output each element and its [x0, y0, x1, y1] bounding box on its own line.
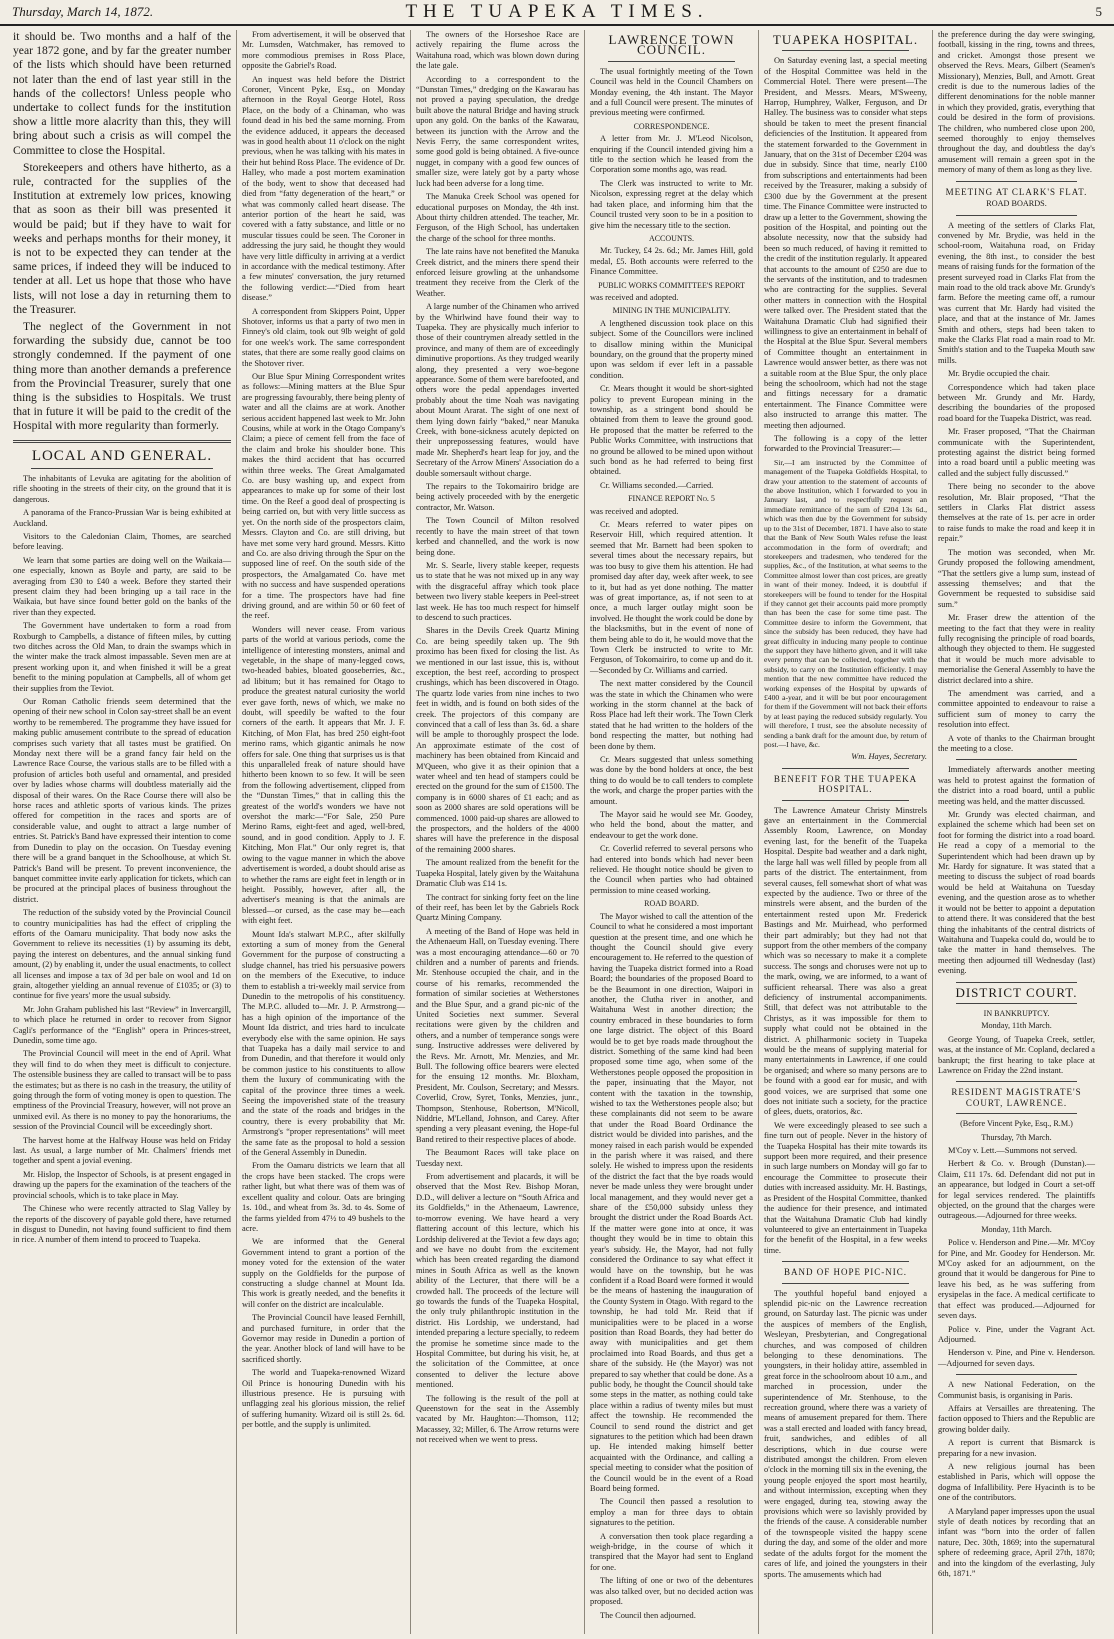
- report-paragraph: Cr. Mears suggested that unless something was done by the bond holders at once, the best thing to do would be to call tenders to complete the work, and charge the proper parties with the amount.: [590, 755, 753, 806]
- report-paragraph: Cr. Mears referred to water pipes on Reservoir Hill, which required attention. It seemed that Mr. Barnett had been spoken to several times about the necessary repairs, but was too busy to give them his attention. He had promised day after day, week after week, to see to it, but had as yet done nothing. The matter was of great importance, as, if not seen to at once, a much larger outlay might soon be involved. He thought the work could be done by the blacksmiths, but in the event of none of them being able to do it, he would move that the Town Clerk be instructed to write to Mr. Ferguson, of Tokomairiro, to come up and do it.—Seconded by Cr. Williams and carried.: [590, 520, 753, 675]
- court-paragraph: Police v. Henderson and Pine.—Mr. M'Coy for Pine, and Mr. Goodey for Henderson. Mr. M'Coy asked for an adjournment, on the ground that it would be dangerous for Pine to leave his bed, as he was suffering from erysipelas in the face. A medical certificate to that effect was produced.—Adjourned for seven days.: [938, 1238, 1095, 1321]
- columns: [8, 30, 1106, 1634]
- report-paragraph: Cr. Williams seconded.—Carried.: [600, 480, 714, 490]
- section-divider: [13, 440, 231, 443]
- local-general-items: [13, 474, 231, 1246]
- section-heading: RESIDENT MAGISTRATE'S COURT, LAWRENCE.: [951, 1087, 1082, 1108]
- report-paragraph: The lifting of one or two of the debentures was also talked over, but no decided action was proposed.: [590, 1576, 753, 1607]
- section-heading: LOCAL AND GENERAL.: [31, 447, 213, 464]
- news-item: The Provincial Council have leased Fernhill, and purchased furniture, in order that the Governor may reside in Dunedin a portion of the year. Another block of land will have to be sacrificed shortly.: [242, 1313, 405, 1364]
- report-paragraph: There being no seconder to the above resolution, Mr. Blair proposed, “That the settlers in Clarks Flat district assess themselves at the rate of 1s. per acre in order to raise funds to make the road and keep it in repair.”: [938, 482, 1095, 544]
- report-paragraph: The Clerk was instructed to write to Mr. Nicolson, expressing regret at the delay which had taken place, and informing him that the Council trusted very soon to be in a position to give him the necessary title to the section.: [590, 178, 753, 230]
- news-item: An inquest was held before the District Coroner, Vincent Pyke, Esq., on Monday afternoon in the Royal George Hotel, Ross Place, on the body of a Chinaman, who was found dead in his bed the same morning. From the evidence adduced, it appears the deceased was in good health about 11 o'clock on the night previous, when he was talking with his mates in their hut behind Ross Place. The evidence of Dr. Halley, who made a post mortem examination of the body, went to show that deceased had died from “fatty degeneration of the heart,” or what was commonly called heart disease. The anterior portion of the heart he said, was covered with a fatty substance, and little or no muscular tissues could be seen. The Coroner in addressing the jury said, he thought they would have very little difficulty in arriving at a verdict in accordance with the medical testimony. After a few minutes' conversation, the jury returned the following verdict:—“Died from heart disease.”: [242, 74, 405, 303]
- report-paragraph: The Lawrence Amateur Christy Minstrels gave an entertainment in the Commercial Assembly Room, Lawrence, on Monday evening last, for the benefit of the Tuapeka Hospital. Despite bad weather and a dark night, the large hall was well filled by people from all parts of the district. The entertainment, from several causes, fell somewhat short of what was expected by the audience. Two or three of the minstrels were absent, and the burden of the entertainment rested upon Mr. Frederick Bastings and Mr. Muirhead, who performed their part admirably; but they had not that support from the other members of the company which was so necessary to make it a complete success. The songs and choruses were not up to the mark, owing, we are informed, to a want of sufficient rehearsal. There was also a great deficiency of instrumental accompaniments. Still, that defect was not attributable to the Christys, as it was impossible for them to supply what could not be obtained in the district. A philharmonic society in Tuapeka would be the means of supplying material for many entertainments in Lawrence, if one could be organised; and where so many persons are to be found with a good ear for music, and with good voices, we are surprised that some one does not initiate such a society, for the practice of glees, duets, oratorios, &c.: [764, 805, 927, 1117]
- news-item: The reduction of the subsidy voted by the Provincial Council to country municipalities has had the effect of crippling the efforts of the Oamaru municipality. That body now asks the Government to relieve its necessities (1) by assuming its debt, paying the interest on debentures, and the annual sinking fund amount, (2) by enabling it, under the usual enactments, to collect all licenses and impose a tax of 3d per bale on wool and 1d on grain, altogether yielding an annual revenue of £1035; or (3) to continue for five years' more the usual subsidy.: [13, 908, 231, 1001]
- section-heading: LAWRENCE TOWN COUNCIL.: [608, 32, 735, 58]
- heading-rule: [956, 215, 1077, 216]
- news-item: The Town Council of Milton resolved recently to have the main street of that town kerbed and channelled, and the work is now being done.: [416, 516, 579, 557]
- report-paragraph: the preference during the day were swinging, football, kissing in the ring, towns and threes, and cricket. Amongst those present we observed the Revs. Mears, Gilbert (Seamen's Missionary), Menzies, Bull, and Arnott. Great credit is due to the numerous ladies of the different denominations for the noble manner in which they provided, gratis, everything that could be desired in the form of provisions. The children, who numbered close upon 200, seemed thoroughly to enjoy themselves throughout the day, and doubtless the day's amusement will remain a green spot in the memory of many of them as long as they live.: [938, 30, 1095, 175]
- editorial-paragraph: The neglect of the Government in not forwarding the subsidy due, cannot be too strongly condemned. If the payment of one thing more than another demands a preference from the Provincial Treasurer, surely that one thing is the subsidies to Hospitals. We trust that in future it will be paid to the credit of the Hospital with more regularity than formerly.: [13, 320, 231, 433]
- report-paragraph: Correspondence which had taken place between Mr. Grundy and Mr. Hardy, describing the boundaries of the proposed road board for the Tuapeka District, was read.: [938, 382, 1095, 423]
- news-item: We are informed that the General Government intend to grant a portion of the money voted for the extension of the water supply on the Goldfields for the purpose of constructing a sludge channel at Mount Ida. This work is greatly needed, and the benefits it will confer on the district are incalculable.: [242, 1237, 405, 1309]
- news-item: From advertisement, it will be observed that Mr. Lumsden, Watchmaker, has removed to more commodious premises in Ross Place, opposite the Gabriel's Road.: [242, 30, 405, 71]
- section-divider: [956, 1374, 1077, 1375]
- news-item: A new National Federation, on the Communist basis, is organising in Paris.: [938, 1380, 1095, 1400]
- news-item: The following is the result of the poll at Queenstown for the seat in the Assembly vacated by Mr. Haughton:—Thomson, 112; Macassey, 32; Miller, 6. The Arrow returns were not received when we went to press.: [416, 1393, 579, 1445]
- column-1: [8, 30, 236, 1634]
- news-item: A meeting of the Band of Hope was held in the Athenaeum Hall, on Tuesday evening. There was a most encouraging attendance—60 or 70 children and a number of parents and friends. Mr. Stenhouse occupied the chair, and in the course of his remarks, recommended the formation of similar societies at Wetherstones and the Blue Spur, and a grand pic-nic of the United Societies next summer. Several recitations were given by the children and others, and a number of temperance songs were sung. Instructive addresses were delivered by the Revs. Mr. Arnott, Mr. Menzies, and Mr. Bull. The following office bearers were elected for the ensuing 12 months. Mr. Bloxham, President, Mr. Coulson, Secretary; and Messrs. Coverlid, Crow, Syret, Tonks, Menzies, junr., Thompson, Stenhouse, Robertson, M'Nicoll, Niddrie, M'Lelland, Johnson, and Carey. After spending a very pleasant evening, the Hope-ful Band retired to their respective places of abode.: [416, 926, 579, 1144]
- section-divider: [956, 982, 1077, 983]
- news-item: Visitors to the Caledonian Claim, Thomes, are searched before leaving.: [13, 531, 231, 552]
- newspaper-title: THE TUAPEKA TIMES.: [405, 1, 709, 22]
- news-item: Mount Ida's stalwart M.P.C., after skilfully extorting a sum of money from the General Government for the purpose of constructing a sludge channel, has tried his persuasive powers on the members of the Executive, to induce them to establish a tri-weekly mail service from Dunedin to the metropolis of his constituency. The M.P.C. alluded to—Mr. J. P. Armstrong—has a high opinion of the importance of the Mount Ida district, and tries hard to inculcate everybody else with the same opinion. He says that Tuapeka has a daily mail service to and from Dunedin, and that therefore it would only be common justice to his constituents to allow them the luxury of communicating with the capital of the province three times a week. Seeing the impoverished state of the treasury and the state of the roads and bridges in the country, there is every probability that Mr. Armstrong's “proper representations” will meet the same fate as the proposal to hold a session of the General Assembly in Dunedin.: [242, 929, 405, 1158]
- report-paragraph: The usual fortnightly meeting of the Town Council was held in the Council Chambers on Monday evening, the 4th instant. The Mayor and a full Council were present. The minutes of previous meeting were confirmed.: [590, 66, 753, 118]
- news-item: From the Oamaru districts we learn that all the crops have been stacked. The crops were rather light, but what there was of them was of excellent quality and colour. Oats are bringing 1s. 10d., and wheat from 3s. 3d. to 4s. Some of the farms yielded from 47½ to 49 bushels to the acre.: [242, 1161, 405, 1233]
- report-paragraph: The following is a copy of the letter forwarded to the Provincial Treasurer:—: [764, 434, 927, 454]
- court-date: Thursday, 7th March.: [981, 1132, 1052, 1142]
- news-item: The repairs to the Tokomairiro bridge are being actively proceeded with by the energetic contractor, Mr. Watson.: [416, 482, 579, 512]
- court-paragraph: Henderson v. Pine, and Pine v. Henderson.—Adjourned for seven days.: [938, 1348, 1095, 1368]
- news-item: A correspondent from Skippers Point, Upper Shotover, informs us that a party of two men in Finney's old claim, took out 9lb weight of gold for one week's work. The same correspondent states, that there are some really good claims on the Shotover river.: [242, 306, 405, 368]
- report-paragraph: A meeting of the settlers of Clarks Flat, convened by Mr. Brydie, was held in the school-room, Waitahuna road, on Friday evening, the 8th inst., to consider the best means of raising funds for the formation of the present surveyed road in Clarks Flat from the main road to the old track above Mr. Grundy's farm. Before the meeting came off, a rumour was current that Mr. Hardy had visited the place, and that at the instance of Mr. James Smith and others, steps had been taken to make the Clarks Flat road a main road to Mr. Smith's station and to the Tuapeka Mouth saw mills.: [938, 220, 1095, 365]
- court-paragraph: Herbert & Co. v. Brough (Dunstan).—Claim, £11 17s. 6d. Defendant did not put in an appearance, but lodged in Court a set-off for legal services rendered. The plaintiffs objected, on the ground that the charges were outrageous.—Adjourned for three weeks.: [938, 1159, 1095, 1221]
- hospital-letter: Sir,—I am instructed by the Committee of management of the Tuapeka Goldfields Hospital, to draw your attention to the statement of accounts of the above Institution, which I forwarded to you in January last, and to respectfully request an immediate remittance of the sum of £204 13s 6d., which was then due by the Government for subsidy up to the 31st of December, 1871. I have also to state that the Bank of New South Wales refuse the least accommodation in the form of overdraft; and storekeepers and tradesmen, who tendered for the supplies, &c., of the Institution, at what seems to the Committee almost lower than cost prices, are greatly in want of their money. Indeed, it is doubtful if storekeepers will be found to tender for the Hospital if they cannot get their accounts paid more promptly than has been the case for some time past. The Committee desire to inform the Government, that since the subsidy has been reduced, they have had great difficulty in inducing many people to continue the support they have hitherto given, and it will take every penny that can be collected, together with the subsidy, to carry on the Institution efficiently. I may mention that the new committee have reduced the working expenses of the Hospital by upwards of £400 a-year, and it will be but poor encouragement for them if the Government will not back their efforts by at least paying the reduced subsidy regularly. You will therefore, I trust, see the absolute necessity of sending a bank draft for the amount due, by return of post.—I have, &c.: [764, 457, 927, 750]
- news-item: The Manuka Creek School was opened for educational purposes on Monday, the 4th inst. About thirty children attended. The teacher, Mr. Ferguson, of the High School, has undertaken the charge of the school for three months.: [416, 192, 579, 243]
- news-item: A panorama of the Franco-Prussian War is being exhibited at Auckland.: [13, 508, 231, 528]
- news-item: A Maryland paper impresses upon the usual style of death notices by recording that an infant was “born into the order of fallen nature, Dec. 30th, 1869; into the supernatural sphere of redeeming grace, April 27th, 1870; and into the kingdom of the everlasting, July 6th, 1871.”: [938, 1506, 1095, 1579]
- report-paragraph: Mr. Brydie occupied the chair.: [948, 369, 1050, 379]
- column-6: [932, 30, 1100, 1634]
- report-paragraph: The Mayor wished to call the attention of the Council to what he considered a most important question at the present time, and one which he thought the Council should give every encouragement to. He referred to the question of having the Tuapeka district formed into a Road Board; the boundaries of the proposed Board to be the Beaumont in one direction, Waipori in another, the Clutha river in another, and Waitahuna West in another direction; the country embraced in these boundaries to form one large district. The object of this Board would be to get bye roads made throughout the district. Something of the same kind had been proposed some time ago, when some of the Wetherstones people opposed the proposition in the paper, insinuating that the Mayor, not content with the taxation in the township, wished to tax the Wetherstones people also; but these complainants did not seem to be aware that under the Road Board Ordinance the district would be divided into parishes, and the money raised in each parish would be expended in the parish where it was raised, and there solely. He wished to impress upon the residents of the district the fact that the bye roads would never be made unless they were brought under local management, and they would never get a share of the £50,000 subsidy unless they brought the district under the Road Boards Act. If the matter were gone into at once, it was thought they would be in time to obtain this year's subsidy. He, the Mayor, had not fully considered the Ordinance to say what effect it would have on the township, but he was confident if a Road Board were formed it would be the means of hastening the inauguration of the County System in Otago. With regard to the township, he had told Mr. Reid that if municipalities were to be placed in a worse position than Road Boards, they had better do away with municipalities and get them proclaimed into Road Boards, and thus get a share of the subsidy. He (the Mayor) was not prepared to say whether that could be done. As a public body, he thought the Council should take some steps in the matter, as nothing could take place within a radius of twenty miles but must affect the township. He recommended the Council to send round the district and get signatures to the petition which had been drawn up. He intended making himself better acquainted with the Ordinance, and calling a special meeting to consider what the position of the Council would be in the event of a Road Board being formed.: [590, 911, 753, 1494]
- report-paragraph: Cr. Mears thought it would be short-sighted policy to prevent European mining in the township, as a stringent bond should be obtained from them to leave the ground good. He proposed that the matter be referred to the Public Works Committee, with instructions that no ground be allowed to be mined upon without such bond as he had referred to being first obtained.: [590, 384, 753, 477]
- news-item: The Provincial Council will meet in the end of April. What they will find to do when they meet is difficult to conjecture. The ostensible business they are called to transact will be to pass the estimates; but as there is no cash in the treasury, the utility of going through the form of voting money is open to question. The emptiness of the Provincial Treasury, however, will not prove an unmixed evil. As there is no money to pay the honorariums, the session of the Provincial Council will be exceedingly short.: [13, 1049, 231, 1132]
- section-divider: [956, 1081, 1077, 1082]
- section-heading: DISTRICT COURT.: [955, 984, 1078, 1000]
- subheading: IN BANKRUPTCY.: [983, 1008, 1050, 1018]
- report-paragraph: Mr. Fraser proposed, “That the Chairman communicate with the Superintendent, protesting against the district being formed into a road board until a public meeting was called and the subject fully discussed.”: [938, 427, 1095, 478]
- report-paragraph: Mr. Tuckey, £4 2s. 6d.; Mr. James Hill, gold medal, £5. Both accounts were referred to the Finance Committee.: [590, 246, 753, 277]
- news-item: According to a correspondent to the “Dunstan Times,” dredging on the Kawarau has not proved a paying speculation, the dredge built above the natural Bridge and having struck upon any gold. On the banks of the Kawarau, between its junction with the Arrow and the Nevis Ferry, the same correspondent writes, some good gold is being obtained. A five-ounce nugget, in company with a good few ounces of smaller size, were lately got by a party whose luck had been adverse for a long time.: [416, 74, 579, 188]
- news-item: We learn that some parties are doing well on the Waikaia—one especially, known as Boyle and party, are said to be averaging from £30 to £40 a week. Before they started their present claim they had been bringing up a tail race in the Waikaia, but have since found better gold on the banks of the river than they expected.: [13, 555, 231, 617]
- news-item: The world and Tuapeka-renowned Wizard Oil Prince is honouring Dunedin with his illustrious presence. He is pursuing with unflagging zeal his glorious mission, the relief of suffering humanity. Wizard oil is still 2s. 6d. per bottle, and the supply is unlimited.: [242, 1368, 405, 1430]
- news-item: Wonders will never cease. From various parts of the world at various periods, come the intelligence of interesting monsters, animal and vegetable, in the shape of many-legged cows, two-headed babies, bloated gooseberries, &c., ad libitum; but it has remained for Otago to produce the greatest natural curiosity the world ever gave forth, news of which, we make no doubt, will speedily be wafted to the four corners of the earth. It appears that Mr. J. F. Kitching, of Mon Flat, has bred 250 eight-foot merino rams, which gigantic animals he now offers for sale. One thing that surprises us is that this unparalleled freak of nature should have hitherto been known to so few. It will be seen from the following advertisement, clipped from the “Dunstan Times,” that in calling this the greatest of the world's wonders we have not overshot the mark:—“For Sale, 250 Pure Merino Rams, eight-feet and aged, well-bred, sound, and in good condition. Apply to J. F. Kitching, Mon Flat.” Our only regret is, that owing to the vague manner in which the above advertisement is worded, a doubt should arise as to whether the rams are eight feet in length or in height. Possibly, however, after all, the advertiser's meaning is that the animals are blessed—or cursed, as the case may be—each with eight feet.: [242, 624, 405, 926]
- heading-rule: [956, 1003, 1077, 1004]
- report-paragraph: A vote of thanks to the Chairman brought the meeting to a close.: [938, 733, 1095, 753]
- news-item: Our Blue Spur Mining Correspondent writes as follows:—Mining matters at the Blue Spur are progressing favourably, there being plenty of water and all the claims are at work. Another serious accident happened last week to Mr. John Cousins, while at work in the Otago Company's Claim; a piece of cement fell from the face of the claim and broke his shoulder bone. This makes the third accident that has occurred within three weeks. The Great Amalgamated Co. are busy washing up, and expect from appearances to make up for some of their lost time. On the Reef a good deal of prospecting is being carried on, but with very little success as yet. On the north side of the prospectors claim, Messrs. Clayton and Co. are still driving, but have met some very hard ground. Messrs. Kitto and Co. are also driving through the Spur on the supposed line of reef. On the south side of the prospectors, the Amalgamated Co. have met with no success and have suspended operations for a time. The prospectors have had fine driving ground, and are within 50 or 60 feet of the reef.: [242, 372, 405, 621]
- news-item: A new religious journal has been established in Paris, which will oppose the dogma of Infallibility. Pere Hyacinth is to be one of the contributors.: [938, 1461, 1095, 1503]
- court-before: (Before Vincent Pyke, Esq., R.M.): [960, 1119, 1073, 1129]
- letter-signature: Wm. Hayes, Secretary.: [851, 752, 927, 762]
- news-item: The Beaumont Races will take place on Tuesday next.: [416, 1148, 579, 1168]
- report-paragraph: The amendment was carried, and a committee appointed to endeavour to raise a sufficient sum of money to carry the resolution into effect.: [938, 688, 1095, 730]
- news-item: The amount realized from the benefit for the Tuapeka Hospital, lately given by the Waitahuna Dramatic Club was £14 1s.: [416, 858, 579, 889]
- editorial-paragraph: Storekeepers and others have hitherto, as a rule, contracted for the supplies of the Institution at extremely low prices, knowing that as soon as their bill was presented it would be paid; but if they have to wait for weeks and perhaps months for their money, it is not to be expected they can tender at the same prices, if indeed they will be induced to tender at all. Let us hope that those who have lists, will not lose a day in returning them to the Treasurer.: [13, 160, 231, 316]
- report-paragraph: The Council then adjourned.: [600, 1610, 696, 1620]
- heading-rule: [782, 800, 909, 801]
- heading-rule: [782, 50, 909, 51]
- report-paragraph: A conversation then took place regarding a weigh-bridge, in the course of which it transpired that the Mayor had sent to England for one.: [590, 1531, 753, 1572]
- report-paragraph: The Council then passed a resolution to employ a man for three days to obtain signatures to the petition.: [590, 1497, 753, 1528]
- section-heading: MEETING AT CLARK'S FLAT.: [945, 186, 1088, 197]
- news-item: Mr. Hislop, the Inspector of Schools, is at present engaged in drawing up the papers for the examination of the teachers of the provincial schools, which is to take place in May.: [13, 1169, 231, 1200]
- editorial-paragraph: it should be. Two months and a half of the year 1872 gone, and by far the greater number of the lists which should have been returned not later than the end of last year still in the hands of the collectors! Unless people who undertake to collect funds for the institution show a little more alacrity than this, they will bring about such a crisis as will compel the Committee to close the Hospital.: [13, 30, 231, 157]
- court-paragraph: George Young, of Tuapeka Creek, settler, was, at the instance of Mr. Copland, declared a bankrupt; the first hearing to take place at Lawrence on Friday the 22nd instant.: [938, 1034, 1095, 1075]
- news-item: The inhabitants of Levuka are agitating for the abolition of rifle shooting in the streets of their city, on the ground that it is dangerous.: [13, 473, 231, 504]
- report-paragraph: A letter from Mr. J. M'Leod Nicolson, enquiring if the Council intended giving him a title to the section which he leased from the Corporation some months ago, was read.: [590, 134, 753, 175]
- report-paragraph: was received and adopted.: [590, 506, 679, 516]
- subheading: FINANCE REPORT No. 5: [628, 494, 715, 504]
- section-divider: [782, 768, 909, 769]
- section-divider: [956, 759, 1077, 760]
- report-paragraph: We were exceedingly pleased to see such a fine turn out of people. Never in the history of the Tuapeka Hospital has their mite towards its support been more required, and their presence in such large numbers on Monday will go far to encourage the Committee to prosecute their duties with increased assiduity. Mr. H. Bastings, as President of the Hospital Committee, thanked the audience for their presence, and intimated that the Waitahuna Dramatic Club had kindly volunteered to give an entertainment in Tuapeka for the benefit of the Hospital, in a few weeks time.: [764, 1120, 927, 1255]
- report-paragraph: Immediately afterwards another meeting was held to protest against the formation of the district into a road board, until a public meeting was held, and the matter discussed.: [938, 765, 1095, 806]
- column-5: [758, 30, 932, 1634]
- issue-date: Thursday, March 14, 1872.: [12, 4, 154, 19]
- news-item: Mr. John Graham published his last “Review” in Invercargill, to which place he returned in order to recover from Signor Cagli's performance of the “English” opera in Princes-street, Dunedin, some time ago.: [13, 1004, 231, 1046]
- news-item: The late rains have not benefited the Manuka Creek district, and the miners there spend their enforced leisure growling at the unhandsome treatment they receive from the Clerk of the Weather.: [416, 247, 579, 298]
- report-paragraph: The Mayor said he would see Mr. Goodey, who held the bond, about the matter, and endeavour to get the work done.: [590, 810, 753, 840]
- masthead: [0, 0, 1114, 26]
- section-heading: TUAPEKA HOSPITAL.: [772, 32, 919, 47]
- news-item: A large number of the Chinamen who arrived by the Whirlwind have found their way to Tuapeka. They are physically much inferior to those of their countrymen already settled in the province, and many of them are of exceedingly diminutive proportions. As they trudged wearily along, they presented a very woe-begone appearance. Some of them were barefooted, and others wore the pedal appendages inverted probably about the time Noah was navigating about Mount Ararat. The sight of one next of them lying down fairly “baked,” near Manuka Creek, with bone-sickness acutely depicted on their unprepossessing features, would have made Mr. Shepherd's heart leap for joy, and the Secretary of the Arrow Miners' Association do a double somersault without charge.: [416, 302, 579, 478]
- heading-rule: [608, 61, 735, 62]
- subheading: ACCOUNTS.: [648, 233, 695, 243]
- section-heading: BENEFIT FOR THE TUAPEKA HOSPITAL.: [773, 773, 918, 795]
- subheading: ROAD BOARD.: [644, 899, 699, 909]
- section-heading: BAND OF HOPE PIC-NIC.: [783, 1267, 907, 1278]
- report-paragraph: Cr. Coverlid referred to several persons who had entered into bonds which had never been relieved. He thought notice should be given to the Council when parties who had obtained permission to mine ceased working.: [590, 844, 753, 895]
- news-item: The Chinese who were recently attracted to Slag Valley by the reports of the discovery of payable gold there, have returned in disgust to Dunedin, not having found sufficient to find them in rice. A number of them intend to proceed to Tuapeka.: [13, 1204, 231, 1245]
- court-date: Monday, 11th March.: [981, 1224, 1052, 1234]
- subheading: CORRESPONDENCE.: [633, 121, 710, 131]
- section-divider: [956, 181, 1077, 182]
- news-item: From advertisement and placards, it will be observed that the Most Rev. Bishop Moran, D.D., will deliver a lecture on “South Africa and its Goldfields,” in the Athenaeum, Lawrence, to-morrow evening. We have heard a very flattering account of this lecture, which his Lordship delivered at the Teviot a few days ago; and we have no doubt from the excitement which has been created regarding the diamond mines in South Africa as well as the known ability of the Lecturer, that there will be a crowded hall. The proceeds of the lecture will go towards the funds of the Tuapeka Hospital, the only truly philanthropic institution in the district. His Lordship, we understand, had intended preparing a lecture specially, to redeem the promise he sometime since made to the Hospital Committee, but during his visit, he, at the solicitation of the Committee, at once consented to deliver the lecture above mentioned.: [416, 1172, 579, 1390]
- news-item: Our Roman Catholic friends seem determined that the opening of their new school in Colon say-street shall be an event worthy to be remembered. The programme they have issued for making public amusement contribute to the spread of education comprises such variety that all tastes must be gratified. On Monday next there will be a grand fancy fair held on the Lawrence Race Course, the various stalls are to be filled with a profusion of articles both useful and ornamental, and presided over by ladies whose charms will doubtless materially aid the disposal of their wares. On the Race Course there will also be horse races and athletic sports of various kinds. The prizes offered for competition in the races and sports are of considerable value, and ought to attract a large number of entries. St. Patrick's Band have expressed their intention to come from Dunedin to play on the occasion. On Tuesday evening there will be a grand banquet in the Schoolhouse, at which St. Patrick's Band will be present. To prevent inconvenience, the banquet committee invite early application for tickets, which can be procured at the principal places of business throughout the district.: [13, 697, 231, 904]
- section-divider: [782, 1261, 909, 1262]
- news-item: The Government have undertaken to form a road from Roxburgh to Campbells, a distance of fifteen miles, by cutting two ditches across the Old Man, to drain the swamps which in the winter make the track almost impassable. Seven men are at present working upon it, and when finished it will be a great benefit to the mining population at Campbells, all of whom get their supplies from the Teviot.: [13, 621, 231, 693]
- page-number: 5: [1095, 4, 1102, 19]
- court-date: Monday, 11th March.: [981, 1021, 1052, 1031]
- news-item: The harvest home at the Halfway House was held on Friday last. As usual, a large number of Mr. Chalmers' friends met together and spent a jovial evening.: [13, 1135, 231, 1166]
- news-item: Affairs at Versailles are threatening. The faction opposed to Thiers and the Republic are growing bolder daily.: [938, 1403, 1095, 1434]
- report-paragraph: was received and adopted.: [590, 292, 679, 302]
- news-item: The contract for sinking forty feet on the line of their reef, has been let by the Gabriels Rock Quartz Mining Company.: [416, 892, 579, 923]
- heading-rule: [31, 468, 213, 469]
- news-item: The owners of the Horseshoe Race are actively repairing the flume across the Waitahuna road, which was blown down during the late gale.: [416, 30, 579, 71]
- report-paragraph: Mr. Grundy was elected chairman, and explained the scheme which had been set on foot for forming the district into a road board. He read a copy of a memorial to the Superintendent which had been drawn up by Mr. Hardy for signature. It was stated that a meeting to discuss the subject of road boards would be held at Waitahuna on Tuesday evening, and the question arose as to whether it would not be better to appoint a deputation to attend there. It was considered that the best thing the inhabitants of the central districts of Waitahuna and Tuapeka could do, would be to take the matter in hand themselves. The meeting then adjourned till Wednesday (last) evening.: [938, 810, 1095, 976]
- news-item: Mr. S. Searle, livery stable keeper, requests us to state that he was not mixed up in any way with the disgraceful affray which took place between two livery stable keepers in Peel-street last week. He has too much respect for himself to descend to such practices.: [416, 560, 579, 622]
- report-paragraph: The motion was seconded, when Mr. Grundy proposed the following amendment, “That the settlers give a lump sum, instead of assessing themselves; and that the Government be requested to subsidise said sum.”: [938, 547, 1095, 609]
- heading-rule: [782, 1283, 909, 1284]
- column-3: [410, 30, 584, 1634]
- report-paragraph: Mr. Fraser drew the attention of the meeting to the fact that they were in reality fully recognising the principle of road boards, although they objected to them. He suggested that it would be much more advisable to memorialise the General Assembly to have the district declared into a shire.: [938, 613, 1095, 685]
- report-paragraph: The youthful hopeful band enjoyed a splendid pic-nic on the Lawrence recreation ground, on Saturday last. The picnic was under the auspices of members of the English, Wesleyan, Presbyterian, and Congregational churches, and was composed of children belonging to these denominations. The youngsters, in their holiday attire, assembled in great force in the schoolroom about 10 a.m., and marched in procession, under the superintendence of Mr. Stenhouse, to the recreation ground, where there was a variety of means of amusement prepared for them. There was a stall erected and loaded with fancy bread, fruit, sandwiches, and edibles of all descriptions, which in due course were distributed amongst the children. From eleven o'clock in the morning till six in the evening, the young people enjoyed the sport most heartily, and without intermission, excepting when they were engaged, during tea, stowing away the provisions which were so lavishly provided by the friends of the cause. A considerable number of the townspeople visited the happy scene during the day, and some of the older and more sedate of the adults forgot for the moment the cares of life, and joined the youngsters in their sports. The amusements which had: [764, 1288, 927, 1579]
- column-2: [236, 30, 410, 1634]
- heading-rule: [956, 1113, 1077, 1114]
- column-4: [584, 30, 758, 1634]
- report-paragraph: A lengthened discussion took place on this subject. Some of the Councillors were inclined to disallow mining within the Municipal boundary, on the ground that the property mined upon was seldom if ever left in a passable condition.: [590, 318, 753, 380]
- report-paragraph: The next matter considered by the Council was the state in which the Chinamen who were working in the storm channel at the back of Ross Place had left their work. The Town Clerk stated that he had written to the holders of the bond respecting the matter, but nothing had been done by them.: [590, 679, 753, 751]
- court-paragraph: M'Coy v. Lett.—Summons not served.: [948, 1146, 1078, 1155]
- report-paragraph: On Saturday evening last, a special meeting of the Hospital Committee was held in the Commercial Hotel. There were present—The President, and Messrs. Mears, M'Sweeny, Harrop, Humphrey, Walker, Ferguson, and Dr Halley. The business was to consider what steps should be taken to meet the present financial deficiencies of the Institution. It appeared from the statement forwarded to the Government in January, that on the 31st of December £204 was due in subsidy. Since that time, nearly £100 from subscriptions and entertainments had been received by the Treasurer, making a subsidy of £300 due by the Government at the present time. The Finance Committee were instructed to draw up a letter to the Government, showing the position of the Hospital, and pointing out the absolute necessity, now that the subsidy had been so much reduced, of having it remitted to the credit of the institution regularly. It appeared that accounts to the amount of £250 are due to the servants of the institution, and to tradesmen who are contracting for the supplies. Several other matters in connection with the Hospital were talked over. The President stated that the Waitahuna Dramatic Club had signified their willingness to give an entertainment in behalf of the Hospital at the Blue Spur. Several members of Committee thought an entertainment in Lawrence would answer better, as there was not a suitable room at the Blue Spur, the only place being the schoolroom, which had not the stage and fittings necessary for a dramatic entertainment. The Finance Committee were also instructed to arrange this matter. The meeting then adjourned.: [764, 56, 927, 430]
- court-paragraph: Police v. Pine, under the Vagrant Act. Adjourned.: [938, 1324, 1095, 1344]
- subheading: ROAD BOARDS.: [986, 199, 1047, 209]
- subheading: MINING IN THE MUNICIPALITY.: [612, 306, 731, 316]
- news-item: A report is current that Bismarck is preparing for a new invasion.: [938, 1438, 1095, 1458]
- news-item: Shares in the Devils Creek Quartz Mining Co. are being speedily taken up. The 9th proximo has been fixed for closing the list. As we mentioned in our last issue, this is, without exception, the best reef, according to prospect crushings, which has been discovered in Otago. The quartz lode varies from nine inches to two feet in width, and is found on both sides of the creek. The projectors of this company are convinced that a call of less than 3s. 6d. a share will be ample to thoroughly prospect the lode. An approximate estimate of the cost of machinery has been obtained from Kincaid and M'Queen, who give it as their opinion that a water wheel and ten head of stampers could be erected on the ground for the sum of £1500. The company is in 6000 shares of £1 each; and as soon as 2000 shares are sold operations will be commenced. 1000 paid-up shares are allowed to the prospectors, and the holders of the 4000 shares will have the preference in the disposal of the remaining 2000 shares.: [416, 626, 579, 854]
- subheading: PUBLIC WORKS COMMITTEE'S REPORT: [598, 280, 745, 290]
